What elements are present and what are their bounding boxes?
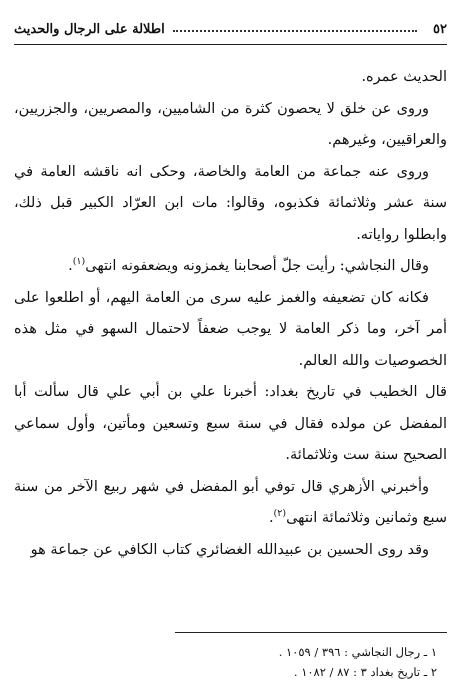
footnote: ١ ـ رجال النجاشي : ٣٩٦ / ١٠٥٩ . [278,645,437,659]
footnote-marker: (١) [72,256,86,268]
footnotes [14,642,447,682]
paragraph: فكانه كان تضعيفه والغمز عليه سرى من العامة اليهم، أو اطلعوا على أمر آخر، وما ذكر العامة لا يوجب ضعفاً لاحتمال السهو في مثل هذه الخصوصيات والله العالم. [14,289,447,369]
footnote: ٢ ـ تاريخ بغداد ٣ : ٨٧ / ١٠٨٢ . [293,665,437,679]
footnote-separator [175,632,447,633]
paragraph: وروى عنه جماعة من العامة والخاصة، وحكى انه ناقشه العامة في سنة عشر وثلاثمائة فكذبوه، وقالوا: مات ابن العرّاد الكبير قبل ذلك، وابطلوا رواياته. [14,163,447,243]
footnote-marker: (٢) [273,508,287,520]
paragraph: الحديث عمره. [361,69,447,85]
main-text [14,62,447,566]
page-number: ٥٢ [433,21,447,37]
running-title: اطلالة على الرجال والحديث [14,21,165,37]
header-dot-leader [173,30,417,32]
paragraph: وقد روى الحسين بن عبيدالله الغضائري كتاب الكافي عن جماعة هو [30,541,429,558]
paragraph: وأخبرني الأزهري قال توفي أبو المفضل في شهر ربيع الآخر من سنة سبع وثمانين وثلاثمائة انتهى$^{(٢)}$. [14,478,447,526]
paragraph: قال الخطيب في تاريخ بغداد: أخبرنا علي بن أبي علي قال سألت أبا المفضل عن مولده فقال في سنة سبع وتسعين ومأتين، وأول سماعي الصحيح سنة ست وثلاثمائة. [14,384,447,463]
paragraph: وروى عن خلق لا يحصون كثرة من الشاميين، والمصريين، والجزريين، والعراقيين، وغيرهم. [14,100,447,148]
running-header [14,14,447,45]
paragraph: وقال النجاشي: رأيت جلّ أصحابنا يغمزونه ويضعفونه انتهى$^{(١)}$. [68,256,429,274]
